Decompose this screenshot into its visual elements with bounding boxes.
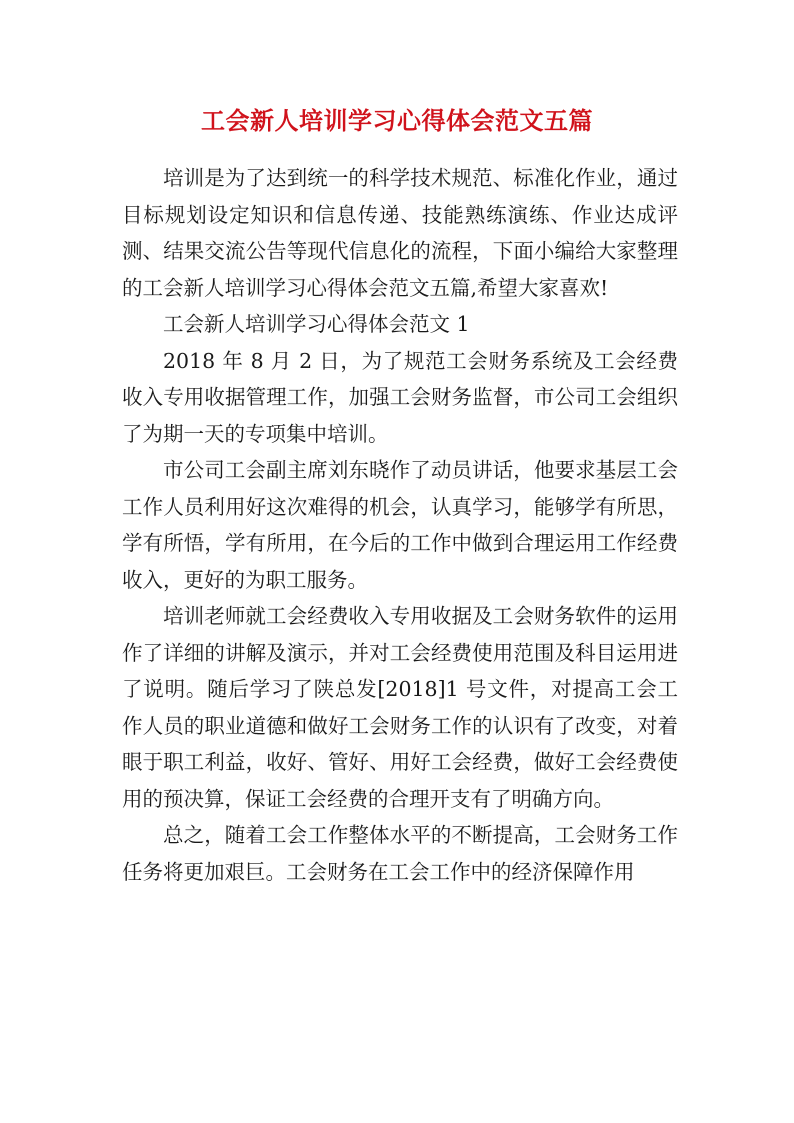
- body-paragraph: 2018 年 8 月 2 日，为了规范工会财务系统及工会经费收入专用收据管理工作，加强工会财务监督，市公司工会组织了为期一天的专项集中培训。: [122, 348, 678, 446]
- document-title: 工会新人培训学习心得体会范文五篇: [201, 106, 593, 135]
- intro-paragraph: 培训是为了达到统一的科学技术规范、标准化作业，通过目标规划设定知识和信息传递、技能熟练演练、作业达成评测、结果交流公告等现代信息化的流程，下面小编给大家整理的工会新人培训学习心得体会范文五篇,希望大家喜欢!: [122, 166, 678, 300]
- document-body: [122, 160, 678, 890]
- body-paragraph: 总之，随着工会工作整体水平的不断提高，工会财务工作任务将更加艰巨。工会财务在工会工作中的经济保障作用: [122, 823, 678, 884]
- body-paragraph: 市公司工会副主席刘东晓作了动员讲话，他要求基层工会工作人员利用好这次难得的机会，认真学习，能够学有所思，学有所悟，学有所用，在今后的工作中做到合理运用工作经费收入，更好的为职工服务。: [122, 458, 678, 592]
- body-paragraph: 培训老师就工会经费收入专用收据及工会财务软件的运用作了详细的讲解及演示，并对工会经费使用范围及科目运用进了说明。随后学习了陕总发[2018]1 号文件，对提高工会工作人员的职业道德和做好工会财务工作的认识有了改变，对着眼于职工利益，收好、管好、用好工会经费，做好工会经费使用的预决算，保证工会经费的合理开支有了明确方向。: [122, 604, 678, 811]
- section-heading: 工会新人培训学习心得体会范文 1: [163, 312, 470, 336]
